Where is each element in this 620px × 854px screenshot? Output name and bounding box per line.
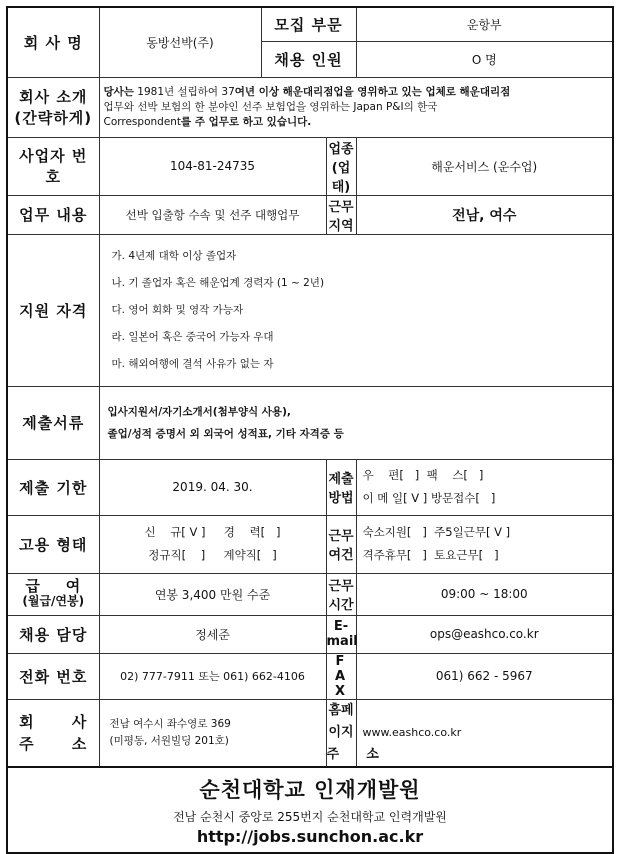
qualification-item: 라. 일본어 혹은 중국어 가능자 우대 <box>111 330 274 343</box>
hiring-manager-label: 채용 담당 <box>7 615 99 653</box>
footer-url[interactable]: http://jobs.sunchon.ac.kr <box>196 826 424 846</box>
business-type: 해운서비스 (운수업) <box>356 137 613 195</box>
work-duty-label: 업무 내용 <box>7 195 99 234</box>
deadline-date: 2019. 04. 30. <box>99 459 326 515</box>
company-name: 동방선박(주) <box>99 7 261 77</box>
fax-value: 061) 662 - 5967 <box>356 653 613 699</box>
work-condition-label: 근무 여건 <box>326 515 356 573</box>
business-number: 104-81-24735 <box>99 137 326 195</box>
recruit-count-label: 채용 인원 <box>261 41 356 77</box>
email-value: ops@eashco.co.kr <box>356 615 613 653</box>
submit-method-label: 제출 방법 <box>326 459 356 515</box>
salary-label: 급 여 (월급/연봉) <box>7 573 99 615</box>
business-number-label: 사업자 번호 <box>7 137 99 195</box>
job-posting-form <box>6 6 612 854</box>
qualification-item: 나. 기 졸업자 혹은 해운업계 경력자 (1 ~ 2년) <box>111 276 325 289</box>
work-duty: 선박 입출항 수속 및 선주 대행업무 <box>99 195 326 234</box>
footer-address: 전남 순천시 중앙로 255번지 순천대학교 인력개발원 <box>173 809 447 824</box>
recruit-dept: 운항부 <box>356 7 613 41</box>
email-label: E-mail <box>326 615 356 653</box>
qualification-item: 가. 4년제 대학 이상 졸업자 <box>111 249 237 262</box>
company-address-label: 회 사 주 소 <box>7 699 99 767</box>
qualification-item: 마. 해외여행에 결석 사유가 없는 자 <box>111 357 274 370</box>
documents-list: 입사지원서/자기소개서(첨부양식 사용), 졸업/성적 증명서 외 외국어 성적표, 기타 자격증 등 <box>99 386 613 459</box>
qualification-list <box>99 234 613 386</box>
job-posting-table <box>6 6 614 854</box>
company-intro-label: 회사 소개 (간략하게) <box>7 77 99 137</box>
recruit-count: O 명 <box>356 41 613 77</box>
qualification-item: 다. 영어 회화 및 영작 가능자 <box>111 303 244 316</box>
work-area-label: 근무지역 <box>326 195 356 234</box>
homepage-label: 홈페이지 주 소 <box>326 699 356 767</box>
deadline-label: 제출 기한 <box>7 459 99 515</box>
salary-value: 연봉 3,400 만원 수준 <box>99 573 326 615</box>
work-hours: 09:00 ~ 18:00 <box>356 573 613 615</box>
business-type-label: 업종(업태) <box>326 137 356 195</box>
employment-type-label: 고용 형태 <box>7 515 99 573</box>
company-intro: 당사는 1981년 설립하여 37여년 이상 해운대리점업을 영위하고 있는 업체로 해운대리점 업무와 선박 보험의 한 분야인 선주 보험업을 영위하는 Japan P&I의 한국 Correspondent를 주 업무로 하고 있습니다. <box>99 77 613 137</box>
employment-type: 신 규[ V ] 경 력[ ] 정규직[ ] 계약직[ ] <box>99 515 326 573</box>
company-address: 전남 여수시 좌수영로 369 (미평동, 서원빌딩 201호) <box>99 699 326 767</box>
phone-value: 02) 777-7911 또는 061) 662-4106 <box>99 653 326 699</box>
company-name-label: 회 사 명 <box>7 7 99 77</box>
qualification-label: 지원 자격 <box>7 234 99 386</box>
footer <box>7 767 613 853</box>
work-area: 전남, 여수 <box>356 195 613 234</box>
homepage-link[interactable]: www.eashco.co.kr <box>356 699 613 767</box>
documents-label: 제출서류 <box>7 386 99 459</box>
recruit-dept-label: 모집 부문 <box>261 7 356 41</box>
phone-label: 전화 번호 <box>7 653 99 699</box>
work-hours-label: 근무 시간 <box>326 573 356 615</box>
submit-method: 우 편[ ] 팩 스[ ] 이 메 일[ V ] 방문접수[ ] <box>356 459 613 515</box>
hiring-manager: 정세준 <box>99 615 326 653</box>
fax-label: F A X <box>326 653 356 699</box>
footer-title: 순천대학교 인재개발원 <box>199 777 421 802</box>
work-condition: 숙소지원[ ] 주5일근무[ V ] 격주휴무[ ] 토요근무[ ] <box>356 515 613 573</box>
